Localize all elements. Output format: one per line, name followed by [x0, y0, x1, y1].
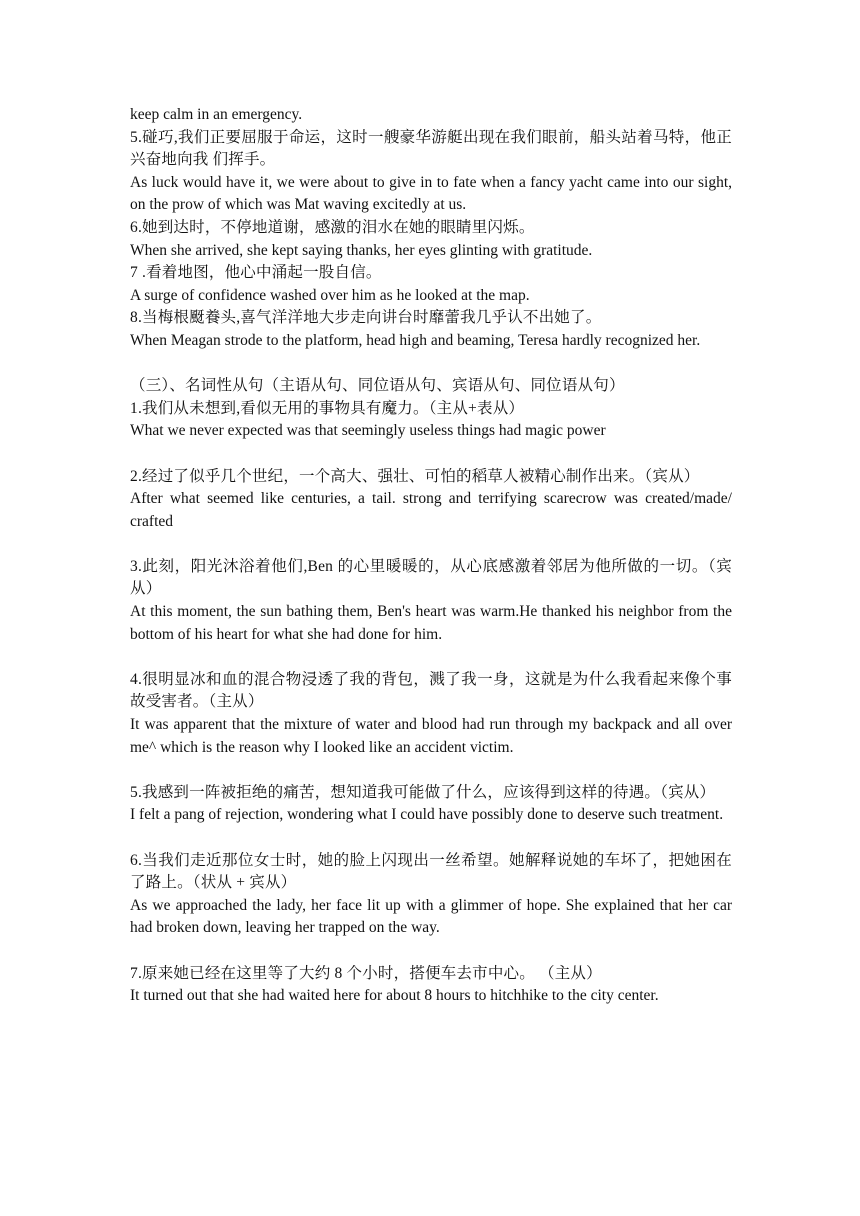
english-translation: As we approached the lady, her face lit up with a glimmer of hope. She explained that her car had broken down, leaving her trapped on the way.	[130, 896, 732, 937]
english-translation: I felt a pang of rejection, wondering what I could have possibly done to deserve such treatment.	[130, 806, 724, 824]
english-translation: When she arrived, she kept saying thanks, her eyes glinting with gratitude.	[130, 241, 593, 259]
document-page	[130, 104, 732, 1008]
chinese-sentence: 5.碰巧,我们正要屈服于命运，这时一艘豪华游艇出现在我们眼前，船头站着马特，他正兴奋地向我 们挥手。	[130, 128, 732, 169]
english-translation: It turned out that she had waited here for about 8 hours to hitchhike to the city center.	[130, 987, 659, 1005]
english-translation: It was apparent that the mixture of water and blood had run through my backpack and all over me^ which is the reason why I looked like an accident victim.	[130, 716, 732, 756]
english-translation: After what seemed like centuries, a tail. strong and terrifying scarecrow was created/made/ crafted	[130, 490, 732, 530]
chinese-sentence: 6.当我们走近那位女士时，她的脸上闪现出一丝希望。她解释说她的车坏了，把她困在了路上。（状从 + 宾从）	[130, 851, 732, 892]
english-translation: A surge of confidence washed over him as he looked at the map.	[130, 286, 530, 304]
chinese-sentence: 6.她到达时，不停地道谢，感激的泪水在她的眼睛里闪烁。	[130, 218, 535, 236]
english-translation: When Meagan strode to the platform, head high and beaming, Teresa hardly recognized her.	[130, 331, 701, 349]
chinese-sentence: 5.我感到一阵被拒绝的痛苦，想知道我可能做了什么，应该得到这样的待遇。（宾从）	[130, 783, 716, 801]
paragraph-spacer	[130, 646, 732, 669]
paragraph-spacer	[130, 827, 732, 850]
chinese-sentence: 8.当梅根颬養头,喜气洋洋地大步走向讲台时靡蕾我几乎认不出她了。	[130, 309, 602, 327]
chinese-sentence: 7.原来她已经在这里等了大约 8 个小时，搭便车去市中心。 （主从）	[130, 964, 602, 982]
paragraph-spacer	[130, 443, 732, 466]
paragraph-spacer	[130, 533, 732, 556]
chinese-sentence: 3.此刻，阳光沐浴着他们,Ben 的心里暖暖的，从心底感激着邻居为他所做的一切。（宾从）	[130, 557, 732, 598]
chinese-sentence: 1.我们从未想到,看似无用的事物具有魔力。（主从+表从）	[130, 399, 525, 417]
paragraph-spacer	[130, 759, 732, 782]
chinese-sentence: 7 .看着地图，他心中涌起一股自信。	[130, 264, 382, 282]
chinese-sentence: （三）、名词性从句（主语从句、同位语从句、宾语从句、同位语从句）	[130, 377, 625, 395]
english-translation: As luck would have it, we were about to give in to fate when a fancy yacht came into our sight, on the prow of which was Mat waving excitedly at us.	[130, 173, 732, 214]
english-translation: At this moment, the sun bathing them, Ben's heart was warm.He thanked his neighbor from the bottom of his heart for what she had done for him.	[130, 603, 732, 643]
paragraph-spacer	[130, 940, 732, 963]
paragraph-spacer	[130, 353, 732, 376]
chinese-sentence: 2.经过了似乎几个世纪，一个高大、强壮、可怕的稻草人被精心制作出来。（宾从）	[130, 467, 700, 485]
chinese-sentence: 4.很明显冰和血的混合物浸透了我的背包，溅了我一身，这就是为什么我看起来像个事故受害者。（主从）	[130, 670, 732, 711]
english-translation: What we never expected was that seemingly useless things had magic power	[130, 422, 606, 440]
english-translation: keep calm in an emergency.	[130, 106, 303, 123]
